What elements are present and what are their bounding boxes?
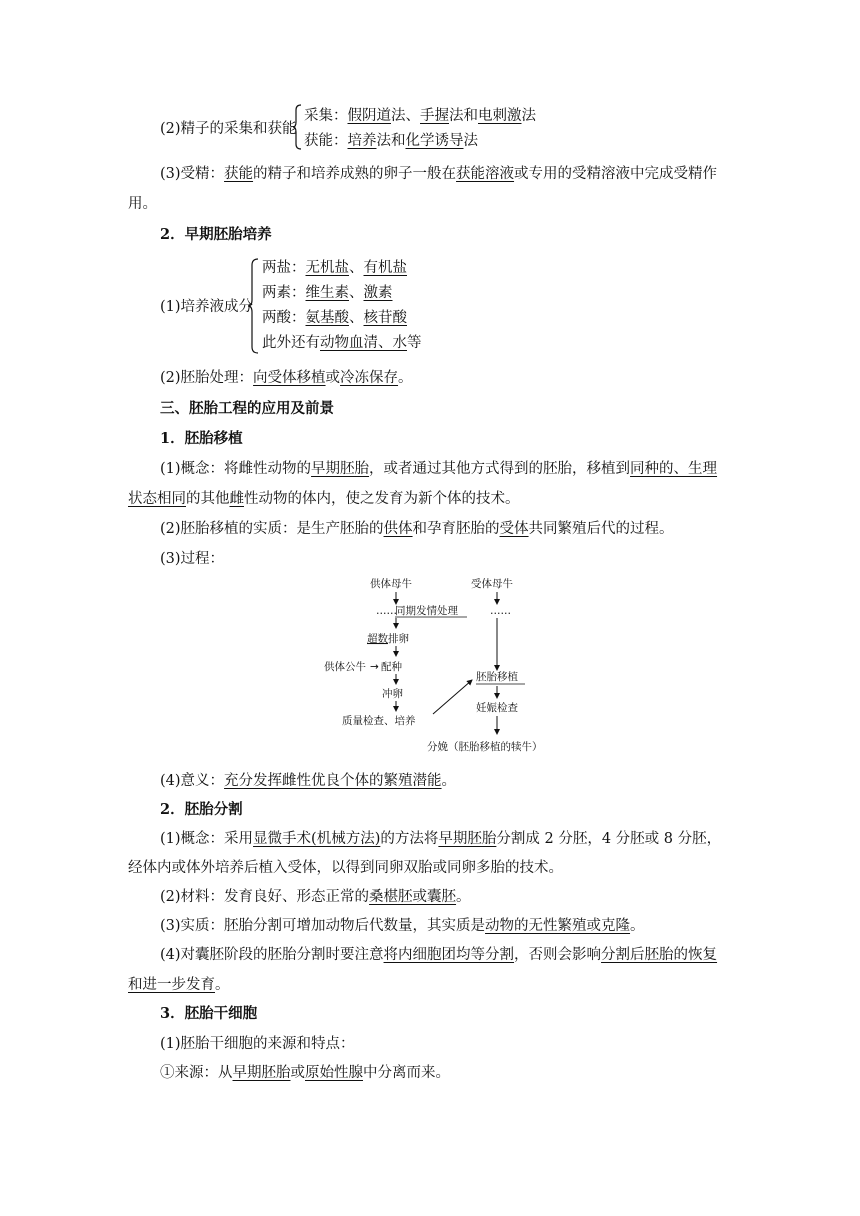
brace-sperm bbox=[293, 104, 303, 150]
split-concept-line-2: 经体内或体外培养后植入受体，以得到同卵双胎或同卵多胎的技术。 bbox=[128, 860, 563, 876]
medium-label: (1)培养液成分 bbox=[160, 299, 254, 315]
medium-row-acids: 两酸：氨基酸、核苷酸 bbox=[262, 310, 407, 326]
split-concept-line-1: (1)概念：采用显微手术(机械方法)的方法将早期胚胎分割成 2 分胚，4 分胚或 8 分胚， bbox=[160, 831, 722, 847]
medium-row-hormones: 两素：维生素、激素 bbox=[262, 285, 393, 301]
fertilization-line-1: (3)受精：获能的精子和培养成熟的卵子一般在获能溶液或专用的受精溶液中完成受精作 bbox=[160, 166, 718, 182]
transfer-essence-line: (2)胚胎移植的实质：是生产胚胎的供体和孕育胚胎的受体共同繁殖后代的过程。 bbox=[160, 521, 674, 537]
section-title-applications: 三、胚胎工程的应用及前景 bbox=[160, 400, 334, 417]
transfer-process-label: (3)过程： bbox=[160, 551, 225, 567]
split-note-line-2: 和进一步发育。 bbox=[128, 977, 230, 993]
flow-recipient-cow: 受体母牛 bbox=[471, 578, 513, 590]
sperm-collect-line: 采集：假阴道法、手握法和电刺激法 bbox=[304, 108, 536, 124]
medium-row-serum: 此外还有动物血清、水等 bbox=[262, 335, 422, 351]
flow-superovulation: 超数排卵 bbox=[367, 633, 409, 645]
flow-pregnancy-check: 妊娠检查 bbox=[476, 702, 518, 714]
flow-birth: 分娩（胚胎移植的犊牛） bbox=[427, 741, 543, 753]
embryo-processing-line: (2)胚胎处理：向受体移植或冷冻保存。 bbox=[160, 370, 413, 386]
flow-flush-eggs: 冲卵 bbox=[382, 688, 403, 700]
flow-dots-right: …… bbox=[490, 605, 511, 617]
subsection-title-stem-cells: 3．胚胎干细胞 bbox=[160, 1005, 258, 1022]
subsection-title-splitting: 2．胚胎分割 bbox=[160, 801, 243, 818]
sperm-capacitation-line: 获能：培养法和化学诱导法 bbox=[304, 133, 478, 149]
embryo-transfer-flowchart bbox=[300, 570, 590, 760]
stem-source-line: ①来源：从早期胚胎或原始性腺中分离而来。 bbox=[160, 1065, 450, 1081]
medium-row-salts: 两盐：无机盐、有机盐 bbox=[262, 260, 407, 276]
transfer-concept-line-1: (1)概念：将雌性动物的早期胚胎，或者通过其他方式得到的胚胎，移植到同种的、生理 bbox=[160, 461, 718, 477]
subsection-title-transfer: 1．胚胎移植 bbox=[160, 430, 243, 447]
flow-donor-cow: 供体母牛 bbox=[370, 578, 412, 590]
flow-donor-bull: 供体公牛 bbox=[324, 661, 366, 673]
split-note-line-1: (4)对囊胚阶段的胚胎分割时要注意将内细胞团均等分割，否则会影响分割后胚胎的恢复 bbox=[160, 947, 718, 963]
flow-arrow-mate: → bbox=[370, 661, 379, 673]
transfer-concept-line-2: 状态相同的其他雌性动物的体内，使之发育为新个体的技术。 bbox=[128, 491, 520, 507]
flow-sync-label: 同期发情处理 bbox=[395, 605, 458, 617]
stem-source-heading: (1)胚胎干细胞的来源和特点： bbox=[160, 1036, 355, 1052]
brace-medium bbox=[248, 258, 260, 354]
flow-quality-check: 质量检查、培养 bbox=[342, 715, 416, 727]
section-title-embryo-culture: 2．早期胚胎培养 bbox=[160, 226, 272, 243]
split-essence-line: (3)实质：胚胎分割可增加动物后代数量，其实质是动物的无性繁殖或克隆。 bbox=[160, 918, 645, 934]
sperm-label: (2)精子的采集和获能 bbox=[160, 121, 297, 137]
fertilization-line-2: 用。 bbox=[128, 196, 157, 212]
split-material-line: (2)材料：发育良好、形态正常的桑椹胚或囊胚。 bbox=[160, 889, 471, 905]
flow-mating: 配种 bbox=[381, 661, 402, 673]
flow-dots-left: …… bbox=[376, 605, 397, 617]
flow-embryo-transplant: 胚胎移植 bbox=[476, 671, 518, 683]
transfer-significance-line: (4)意义：充分发挥雌性优良个体的繁殖潜能。 bbox=[160, 773, 457, 789]
